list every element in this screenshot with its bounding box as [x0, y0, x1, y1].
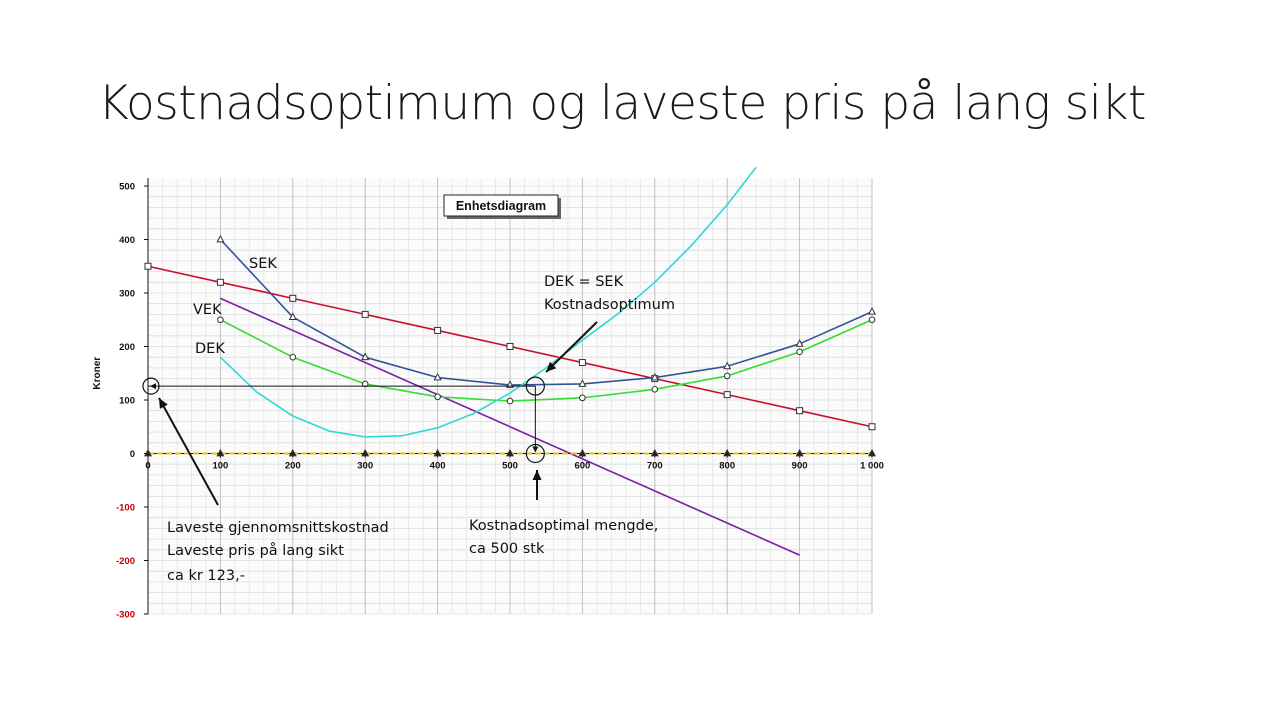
data-point-red — [290, 295, 296, 301]
y-tick-label: 400 — [119, 235, 135, 246]
x-tick-label: 1 000 — [860, 460, 884, 472]
data-point-red — [217, 279, 223, 285]
x-tick-label: 500 — [502, 460, 518, 472]
low-cost-label-line3: ca kr 123,- — [167, 568, 245, 584]
y-tick-label: 0 — [129, 449, 135, 460]
data-point-red — [145, 263, 151, 269]
x-tick-label: 200 — [284, 460, 301, 472]
y-tick-label: -200 — [115, 556, 135, 567]
x-tick-label: 700 — [646, 460, 663, 472]
data-point-red — [724, 392, 730, 398]
low-cost-label-line1: Laveste gjennomsnittskostnad — [167, 520, 389, 536]
data-point-vek — [507, 398, 513, 404]
data-point-vek — [435, 394, 441, 400]
data-point-red — [869, 424, 875, 430]
quantity-label-line2: ca 500 stk — [469, 541, 545, 557]
optimum-label-line1: DEK = SEK — [544, 274, 624, 290]
data-point-red — [435, 327, 441, 333]
vek-label: VEK — [193, 302, 222, 318]
x-tick-label: 600 — [574, 460, 591, 472]
x-tick-label: 300 — [357, 460, 374, 472]
data-point-vek — [797, 349, 803, 355]
x-tick-label: 100 — [212, 460, 229, 472]
x-tick-label: 800 — [719, 460, 736, 472]
data-point-red — [362, 311, 368, 317]
low-cost-label-line2: Laveste pris på lang sikt — [167, 543, 344, 559]
data-point-vek — [580, 395, 586, 401]
data-point-vek — [869, 317, 875, 323]
chart-title: Enhetsdiagram — [455, 199, 547, 213]
y-axis-label: Kroner — [92, 356, 103, 390]
sek-label: SEK — [249, 256, 277, 272]
data-point-vek — [290, 354, 296, 360]
dek-label: DEK — [195, 341, 225, 357]
x-tick-label: 0 — [145, 460, 151, 472]
data-point-vek — [652, 387, 658, 393]
x-tick-label: 900 — [791, 460, 808, 472]
x-tick-label: 400 — [429, 460, 446, 472]
y-tick-label: 500 — [119, 181, 135, 193]
data-point-red — [579, 360, 585, 366]
optimum-label-line2: Kostnadsoptimum — [544, 297, 675, 313]
slide-title: Kostnadsoptimum og laveste pris på lang sikt — [98, 76, 1146, 131]
y-tick-label: 300 — [119, 288, 135, 300]
data-point-red — [797, 408, 803, 414]
quantity-label-line1: Kostnadsoptimal mengde, — [469, 518, 659, 534]
data-point-red — [507, 344, 513, 350]
data-point-vek — [724, 373, 730, 379]
y-tick-label: 100 — [119, 395, 135, 407]
y-tick-label: -300 — [115, 609, 135, 621]
y-tick-label: 200 — [119, 342, 135, 353]
y-tick-label: -100 — [115, 502, 135, 514]
